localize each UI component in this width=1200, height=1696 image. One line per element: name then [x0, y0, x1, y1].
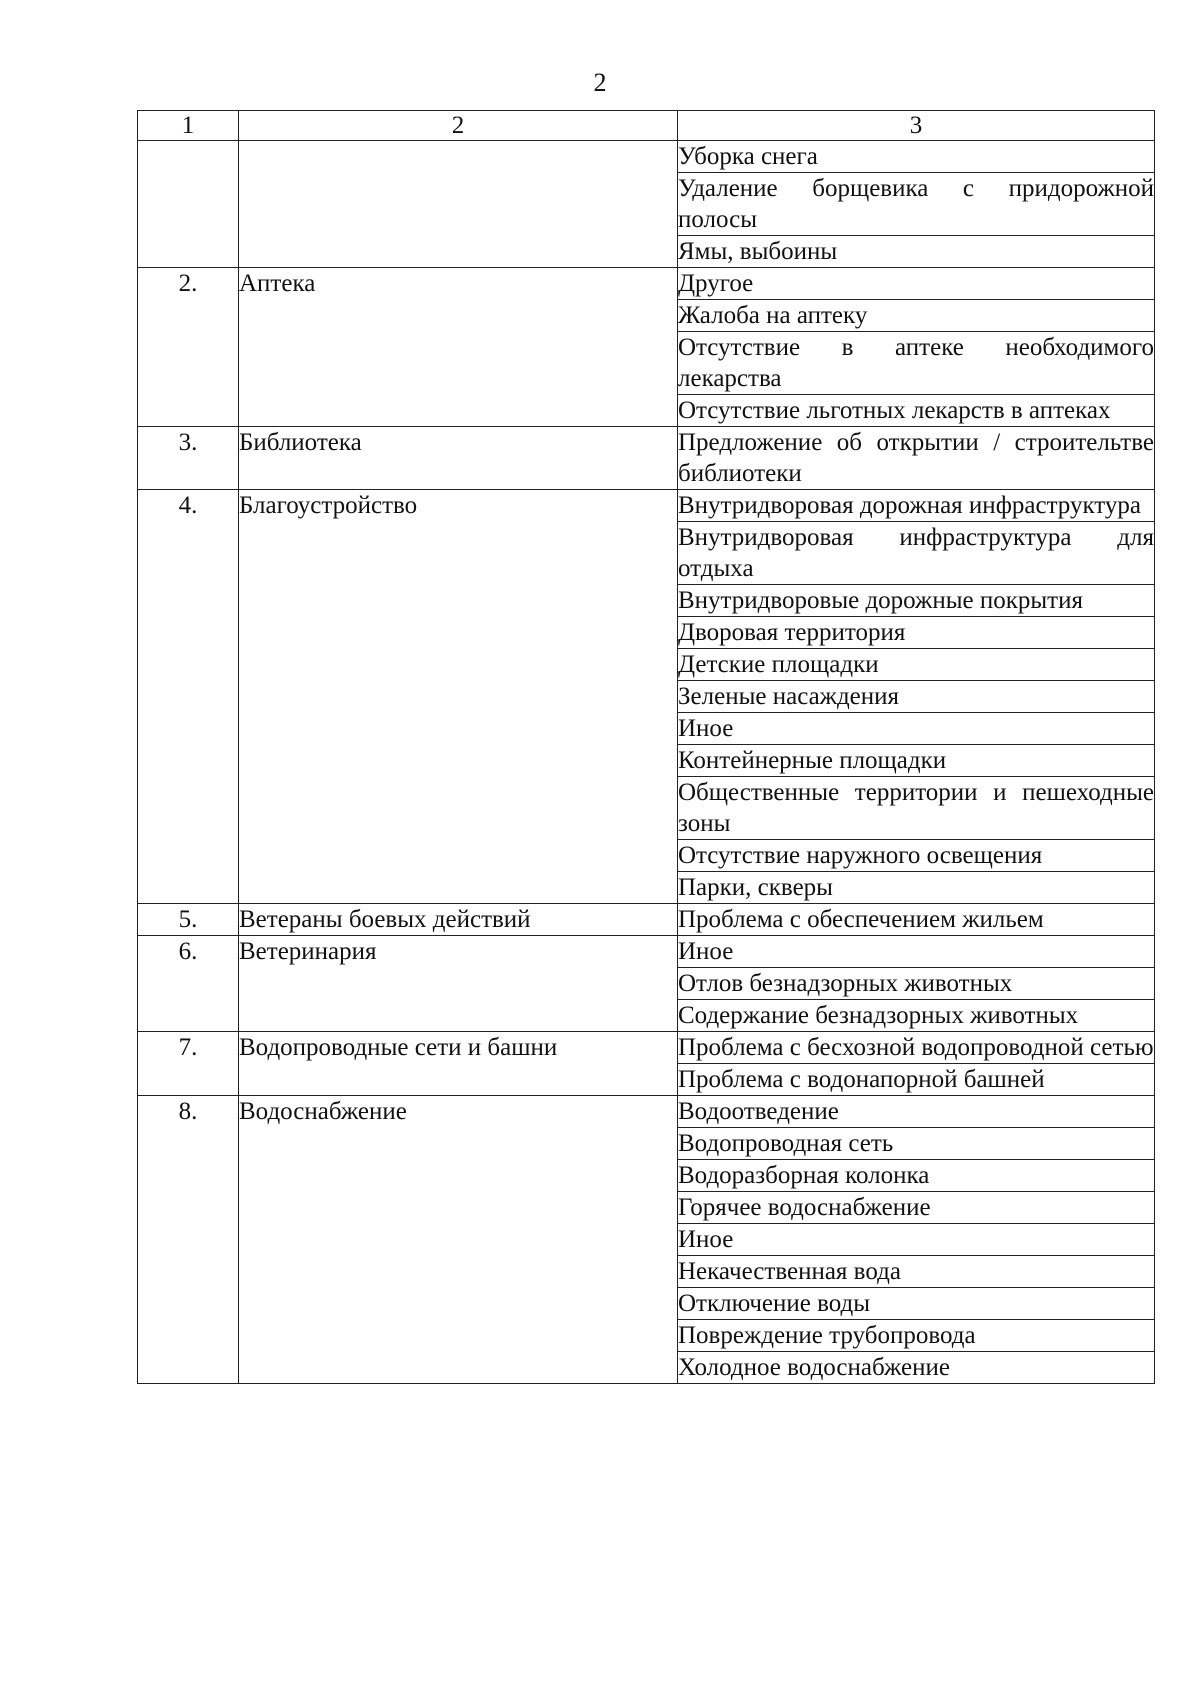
category-name: Водоснабжение	[239, 1096, 678, 1384]
row-number: 8.	[138, 1096, 239, 1384]
subcategory-item: Отлов безнадзорных животных	[678, 968, 1155, 1000]
row-number: 5.	[138, 904, 239, 936]
subcategory-item: Зеленые насаждения	[678, 681, 1155, 713]
page-number: 2	[593, 68, 607, 97]
category-name: Водопроводные сети и башни	[239, 1032, 678, 1096]
table-row	[138, 490, 1155, 522]
subcategory-item: Жалоба на аптеку	[678, 300, 1155, 332]
table-row	[138, 141, 1155, 173]
category-name: Библиотека	[239, 427, 678, 490]
row-number: 7.	[138, 1032, 239, 1096]
subcategory-item: Холодное водоснабжение	[678, 1352, 1155, 1384]
table-row	[138, 1032, 1155, 1064]
subcategory-item: Внутридворовая дорожная инфраструктура	[678, 490, 1155, 522]
subcategory-item: Удаление борщевика с придорожной полосы	[678, 173, 1155, 236]
subcategory-item: Проблема с бесхозной водопроводной сетью	[678, 1032, 1155, 1064]
subcategory-item: Водопроводная сеть	[678, 1128, 1155, 1160]
category-name: Аптека	[239, 268, 678, 427]
subcategory-item: Содержание безнадзорных животных	[678, 1000, 1155, 1032]
subcategory-item: Уборка снега	[678, 141, 1155, 173]
category-name: Благоустройство	[239, 490, 678, 904]
subcategory-item: Повреждение трубопровода	[678, 1320, 1155, 1352]
category-name: Ветеринария	[239, 936, 678, 1032]
table-row	[138, 1096, 1155, 1128]
subcategory-item: Отсутствие в аптеке необходимого лекарства	[678, 332, 1155, 395]
row-number	[138, 141, 239, 268]
row-number: 4.	[138, 490, 239, 904]
subcategory-item: Ямы, выбоины	[678, 236, 1155, 268]
table-row	[138, 268, 1155, 300]
subcategory-item: Иное	[678, 713, 1155, 745]
subcategory-item: Водоразборная колонка	[678, 1160, 1155, 1192]
subcategory-item: Иное	[678, 1224, 1155, 1256]
subcategory-item: Водоотведение	[678, 1096, 1155, 1128]
category-name: Ветераны боевых действий	[239, 904, 678, 936]
subcategory-item: Внутридворовая инфраструктура для отдыха	[678, 522, 1155, 585]
row-number: 3.	[138, 427, 239, 490]
subcategory-item: Проблема с водонапорной башней	[678, 1064, 1155, 1096]
subcategory-item: Другое	[678, 268, 1155, 300]
table-row	[138, 904, 1155, 936]
subcategory-item: Отключение воды	[678, 1288, 1155, 1320]
subcategory-item: Детские площадки	[678, 649, 1155, 681]
table-header-row	[138, 111, 1155, 141]
subcategory-item: Горячее водоснабжение	[678, 1192, 1155, 1224]
subcategory-item: Общественные территории и пешеходные зоны	[678, 777, 1155, 840]
row-number: 2.	[138, 268, 239, 427]
table-row	[138, 427, 1155, 490]
header-col-3: 3	[678, 111, 1155, 141]
table-row	[138, 936, 1155, 968]
row-number: 6.	[138, 936, 239, 1032]
subcategory-item: Парки, скверы	[678, 872, 1155, 904]
subcategory-item: Отсутствие наружного освещения	[678, 840, 1155, 872]
subcategory-item: Предложение об открытии / строительтве библиотеки	[678, 427, 1155, 490]
classification-table	[137, 110, 1155, 1384]
header-col-2: 2	[239, 111, 678, 141]
subcategory-item: Отсутствие льготных лекарств в аптеках	[678, 395, 1155, 427]
subcategory-item: Внутридворовые дорожные покрытия	[678, 585, 1155, 617]
subcategory-item: Иное	[678, 936, 1155, 968]
subcategory-item: Проблема с обеспечением жильем	[678, 904, 1155, 936]
category-name	[239, 141, 678, 268]
subcategory-item: Контейнерные площадки	[678, 745, 1155, 777]
subcategory-item: Некачественная вода	[678, 1256, 1155, 1288]
header-col-1: 1	[138, 111, 239, 141]
subcategory-item: Дворовая территория	[678, 617, 1155, 649]
